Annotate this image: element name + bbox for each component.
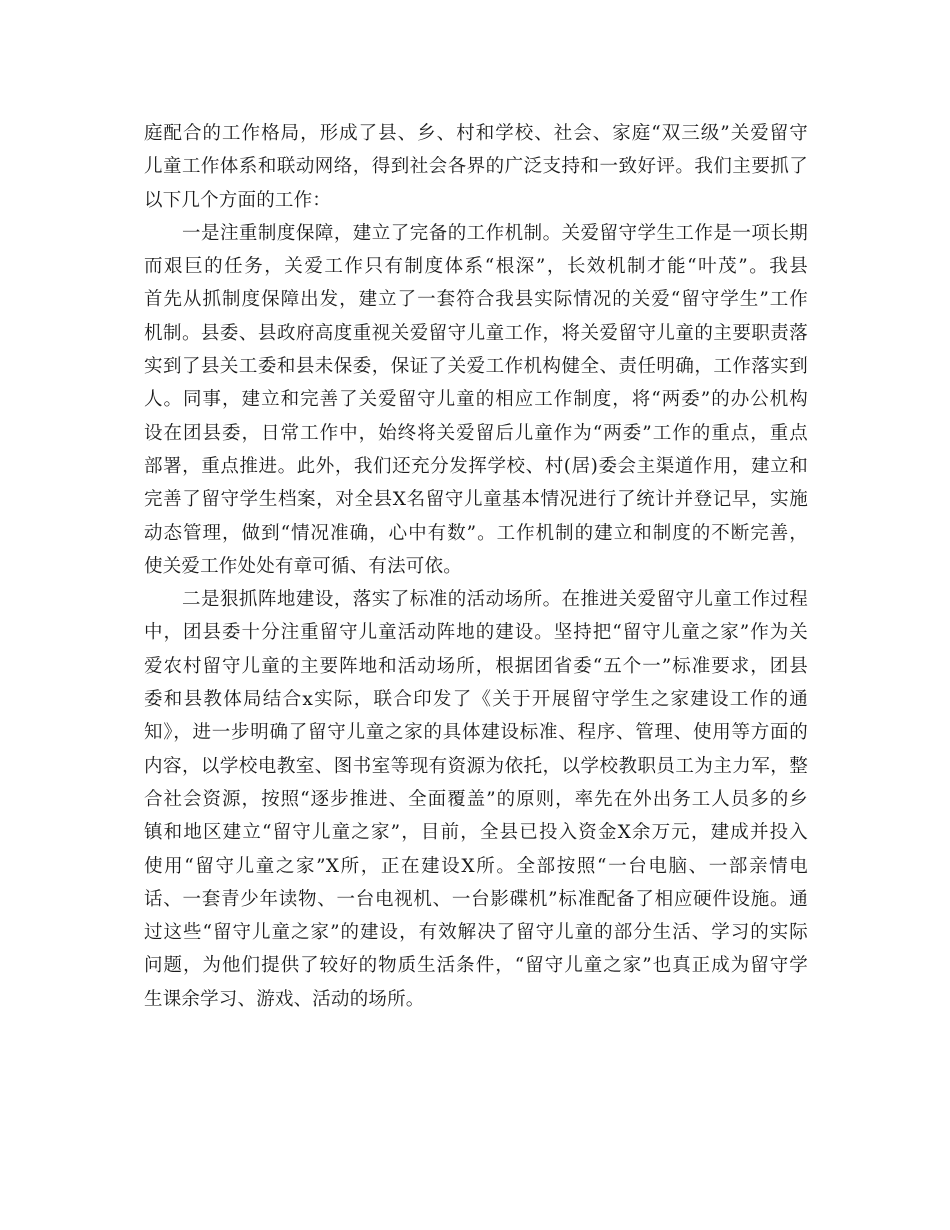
paragraph-2-line-3: 首先从抓制度保障出发，建立了一套符合我县实际情况的关爱“留守学生”工作: [144, 289, 808, 311]
paragraph-3-line-11: 过这些“留守儿童之家”的建设，有效解决了留守儿童的部分生活、学习的实际: [144, 922, 808, 944]
paragraph-3-line-2: 中，团县委十分注重留守儿童活动阵地的建设。坚持把“留守儿童之家”作为关: [144, 622, 808, 644]
paragraph-3-line-5: 知》，进一步明确了留守儿童之家的具体建设标准、程序、管理、使用等方面的: [144, 722, 808, 744]
paragraph-2-line-7: 设在团县委，日常工作中，始终将关爱留后儿童作为“两委”工作的重点，重点: [144, 422, 808, 444]
document-body: [144, 117, 808, 1016]
paragraph-3-line-13: 生课余学习、游戏、活动的场所。: [144, 988, 425, 1010]
paragraph-1-line-1: 庭配合的工作格局，形成了县、乡、村和学校、社会、家庭“双三级”关爱留守: [144, 123, 808, 144]
paragraph-2-line-1: 一是注重制度保障，建立了完备的工作机制。关爱留守学生工作是一项长期: [182, 222, 808, 244]
paragraph-2-line-9: 完善了留守学生档案，对全县X名留守儿童基本情况进行了统计并登记早，实施: [144, 489, 808, 511]
paragraph-3-line-12: 问题，为他们提供了较好的物质生活条件，“留守儿童之家”也真正成为留守学: [144, 955, 808, 977]
paragraph-2-line-11: 使关爱工作处处有章可循、有法可依。: [144, 555, 462, 577]
paragraph-3-line-7: 合社会资源，按照“逐步推进、全面覆盖”的原则，率先在外出务工人员多的乡: [144, 788, 808, 810]
paragraph-2-line-6: 人。同事，建立和完善了关爱留守儿童的相应工作制度，将“两委”的办公机构: [144, 389, 808, 411]
paragraph-2-line-10: 动态管理，做到“情况准确，心中有数”。工作机制的建立和制度的不断完善，: [144, 522, 808, 544]
paragraph-1-line-3: 以下几个方面的工作：: [144, 189, 332, 211]
paragraph-3-line-4: 委和县教体局结合x实际，联合印发了《关于开展留守学生之家建设工作的通: [144, 689, 808, 711]
paragraph-3-line-8: 镇和地区建立“留守儿童之家”，目前，全县已投入资金X余万元，建成并投入: [144, 822, 808, 844]
paragraph-3-line-3: 爱农村留守儿童的主要阵地和活动场所，根据团省委“五个一”标准要求，团县: [144, 655, 808, 677]
paragraph-3-line-10: 话、一套青少年读物、一台电视机、一台影碟机”标准配备了相应硬件设施。通: [144, 888, 808, 910]
paragraph-3-line-9: 使用“留守儿童之家”X所，正在建设X所。全部按照“一台电脑、一部亲情电: [144, 855, 808, 877]
paragraph-2-line-2: 而艰巨的任务，关爱工作只有制度体系“根深”，长效机制才能“叶茂”。我县: [144, 256, 808, 278]
paragraph-2-line-8: 部署，重点推进。此外，我们还充分发挥学校、村(居)委会主渠道作用，建立和: [144, 455, 808, 477]
paragraph-2-line-5: 实到了县关工委和县未保委，保证了关爱工作机构健全、责任明确，工作落实到: [144, 356, 808, 378]
paragraph-2-line-4: 机制。县委、县政府高度重视关爱留守儿童工作，将关爱留守儿童的主要职责落: [144, 322, 808, 344]
paragraph-3-line-1: 二是狠抓阵地建设，落实了标准的活动场所。在推进关爱留守儿童工作过程: [182, 589, 808, 611]
paragraph-1-line-2: 儿童工作体系和联动网络，得到社会各界的广泛支持和一致好评。我们主要抓了: [144, 156, 808, 178]
paragraph-3-line-6: 内容，以学校电教室、图书室等现有资源为依托，以学校教职员工为主力军，整: [144, 755, 808, 777]
